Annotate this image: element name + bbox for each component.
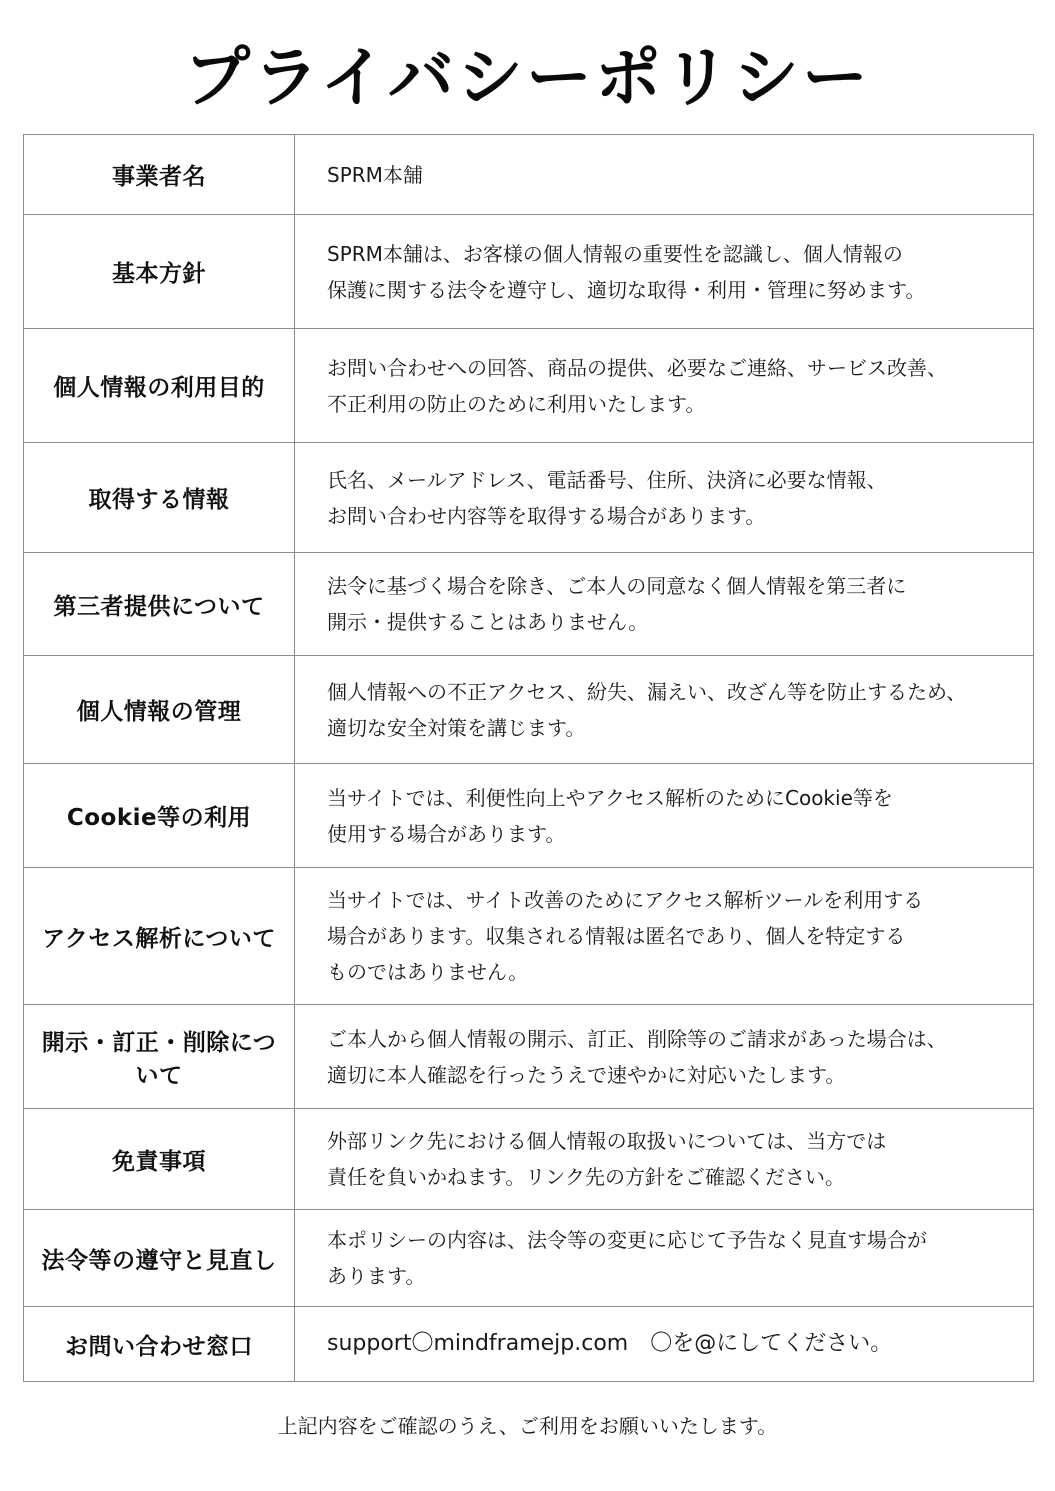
row-heading-disclosure: 開示・訂正・削除について [24, 1005, 295, 1109]
row-content-compliance: 本ポリシーの内容は、法令等の変更に応じて予告なく見直す場合が あります。 [295, 1210, 1034, 1307]
row-content-disclosure: ご本人から個人情報の開示、訂正、削除等のご請求があった場合は、 適切に本人確認を行ったうえで速やかに対応いたします。 [295, 1005, 1034, 1109]
table-row [24, 1307, 1034, 1382]
row-content-cookie: 当サイトでは、利便性向上やアクセス解析のためにCookie等を 使用する場合があります。 [295, 764, 1034, 868]
row-content-business-name: SPRM本舗 [295, 135, 1034, 215]
row-content-collected-info: 氏名、メールアドレス、電話番号、住所、決済に必要な情報、 お問い合わせ内容等を取得する場合があります。 [295, 443, 1034, 553]
row-content-disclaimer: 外部リンク先における個人情報の取扱いについては、当方では 責任を負いかねます。リンク先の方針をご確認ください。 [295, 1109, 1034, 1210]
row-heading-contact: お問い合わせ窓口 [24, 1307, 295, 1382]
row-heading-compliance: 法令等の遵守と見直し [24, 1210, 295, 1307]
table-row [24, 553, 1034, 656]
row-content-contact: support〇mindframejp.com 〇を@にしてください。 [295, 1307, 1034, 1382]
row-heading-business-name: 事業者名 [24, 135, 295, 215]
row-content-purpose-of-use: お問い合わせへの回答、商品の提供、必要なご連絡、サービス改善、 不正利用の防止のために利用いたします。 [295, 329, 1034, 443]
row-content-basic-policy: SPRM本舗は、お客様の個人情報の重要性を認識し、個人情報の 保護に関する法令を遵守し、適切な取得・利用・管理に努めます。 [295, 215, 1034, 329]
row-heading-collected-info: 取得する情報 [24, 443, 295, 553]
row-heading-access-analytics: アクセス解析について [24, 868, 295, 1005]
table-row [24, 1210, 1034, 1307]
row-heading-disclaimer: 免責事項 [24, 1109, 295, 1210]
table-row [24, 868, 1034, 1005]
page-title: プライバシーポリシー [184, 39, 871, 116]
table-row [24, 215, 1034, 329]
table-row [24, 656, 1034, 764]
row-heading-purpose-of-use: 個人情報の利用目的 [24, 329, 295, 443]
row-heading-third-party: 第三者提供について [24, 553, 295, 656]
row-content-access-analytics: 当サイトでは、サイト改善のためにアクセス解析ツールを利用する 場合があります。収集される情報は匿名であり、個人を特定する ものではありません。 [295, 868, 1034, 1005]
footer-note: 上記内容をご確認のうえ、ご利用をお願いいたします。 [277, 1414, 778, 1438]
table-row [24, 135, 1034, 215]
row-heading-cookie: Cookie等の利用 [24, 764, 295, 868]
table-row [24, 1005, 1034, 1109]
policy-table [23, 134, 1034, 1382]
row-heading-basic-policy: 基本方針 [24, 215, 295, 329]
row-content-third-party: 法令に基づく場合を除き、ご本人の同意なく個人情報を第三者に 開示・提供することはありません。 [295, 553, 1034, 656]
table-row [24, 329, 1034, 443]
table-row [24, 443, 1034, 553]
table-row [24, 1109, 1034, 1210]
row-content-info-management: 個人情報への不正アクセス、紛失、漏えい、改ざん等を防止するため、 適切な安全対策を講じます。 [295, 656, 1034, 764]
row-heading-info-management: 個人情報の管理 [24, 656, 295, 764]
table-row [24, 764, 1034, 868]
